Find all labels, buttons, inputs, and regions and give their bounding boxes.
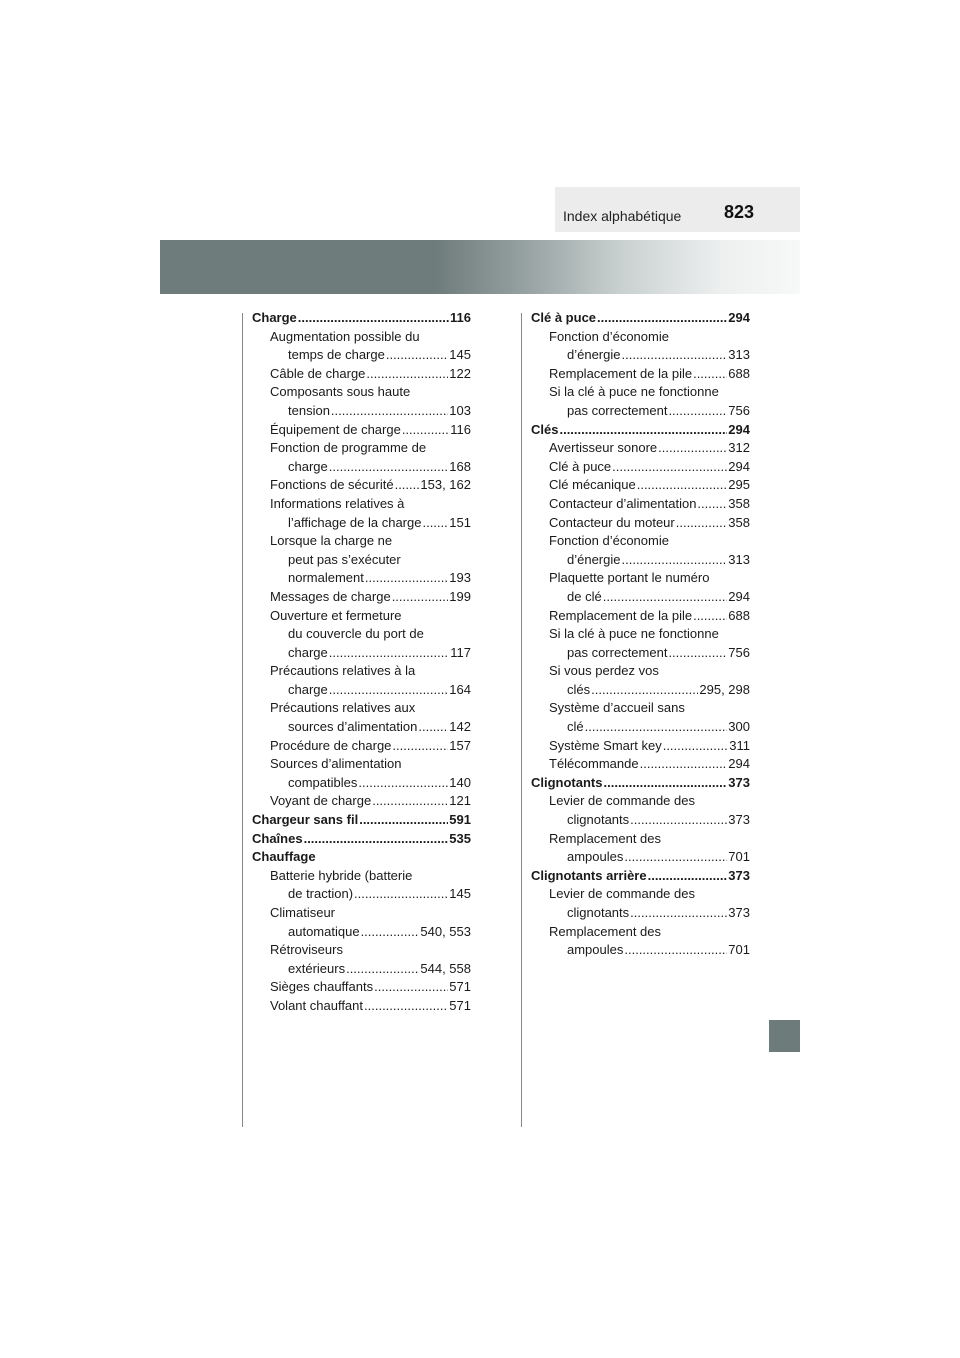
index-subentry: Levier de commande des [549, 793, 695, 809]
entry-text: de traction) [288, 886, 354, 902]
dot-leader [329, 681, 449, 700]
dot-leader [329, 458, 449, 477]
dot-leader [374, 978, 448, 997]
entry-text: charge [288, 681, 328, 697]
index-subentry [531, 904, 750, 923]
dot-leader [354, 885, 448, 904]
index-entry [252, 811, 471, 830]
entry-text: Télécommande [549, 756, 639, 772]
index-entry [531, 774, 750, 793]
index-subentry: Fonction d’économie [549, 533, 669, 549]
entry-text: compatibles [288, 774, 358, 790]
index-subentry [252, 960, 471, 979]
index-subentry [252, 997, 471, 1016]
entry-text: tension [288, 402, 330, 418]
index-subentry [252, 346, 471, 365]
page-reference: 145 [449, 347, 471, 363]
entry-text: ampoules [567, 849, 624, 865]
entry-text: sources d’alimentation [288, 719, 418, 735]
entry-text: Remplacement de la pile [549, 607, 693, 623]
entry-text: d’énergie [567, 551, 621, 567]
page-reference: 116 [450, 421, 471, 437]
dot-leader [418, 718, 448, 737]
entry-text: Remplacement de la pile [549, 365, 693, 381]
dot-leader [591, 681, 698, 700]
page-reference: 295, 298 [699, 681, 750, 697]
entry-text: ampoules [567, 942, 624, 958]
dot-leader [637, 476, 728, 495]
index-column-right [531, 309, 750, 960]
entry-text: Clignotants arrière [531, 867, 647, 883]
entry-text: clignotants [567, 905, 630, 920]
dot-leader [392, 737, 448, 756]
index-subentry [531, 607, 750, 626]
entry-text: Fonctions de sécurité [270, 477, 394, 493]
index-subentry [531, 811, 750, 830]
dot-leader [668, 402, 727, 421]
index-subentry [531, 439, 750, 458]
dot-leader [622, 551, 728, 570]
index-subentry: Fonction de programme de [270, 440, 427, 456]
entry-text: Contacteur du moteur [549, 514, 675, 530]
dot-leader [346, 960, 419, 979]
page-reference: 544, 558 [420, 960, 471, 976]
index-subentry [531, 737, 750, 756]
index-column-left [252, 309, 471, 1016]
page-reference: 193 [449, 570, 471, 586]
entry-text: Sièges chauffants [270, 979, 374, 995]
dot-leader [663, 737, 729, 756]
index-subentry: Sources d’alimentation [270, 756, 402, 772]
dot-leader [359, 811, 448, 830]
page-reference: 294 [728, 421, 750, 437]
page-reference: 103 [449, 402, 471, 418]
entry-text: Procédure de charge [270, 737, 392, 753]
entry-text: clignotants [567, 812, 630, 828]
index-subentry [252, 421, 471, 440]
dot-leader [693, 607, 727, 626]
entry-text: d’énergie [567, 347, 621, 363]
index-entry [531, 421, 750, 440]
page-reference: 145 [449, 886, 471, 902]
section-tab-marker [769, 1020, 800, 1052]
index-subentry [531, 514, 750, 533]
dot-leader [676, 514, 728, 533]
page-reference: 373 [728, 774, 750, 790]
index-subentry [531, 848, 750, 867]
page-reference: 535 [449, 830, 471, 846]
page-reference: 294 [728, 310, 750, 325]
entry-text: Clés [531, 421, 559, 437]
page-reference: 168 [449, 458, 471, 474]
page-reference: 295 [728, 477, 750, 493]
page-reference: 373 [728, 867, 750, 883]
index-subentry: Système d’accueil sans [549, 700, 685, 716]
page-reference: 311 [729, 737, 750, 753]
index-subentry: du couvercle du port de [288, 626, 424, 642]
page-reference: 116 [450, 310, 471, 325]
dot-leader [364, 997, 448, 1016]
index-subentry: Informations relatives à [270, 495, 405, 511]
page-reference: 756 [728, 402, 750, 418]
entry-text: Clé à puce [531, 310, 597, 325]
page-title: Index alphabétique [563, 208, 682, 224]
page-reference: 358 [728, 514, 750, 530]
entry-text: de clé [567, 588, 602, 604]
dot-leader [603, 588, 728, 607]
entry-text: Volant chauffant [270, 997, 364, 1013]
index-entry: Chauffage [252, 849, 316, 865]
entry-text: Avertisseur sonore [549, 440, 658, 456]
page-reference: 373 [728, 812, 750, 828]
index-subentry [531, 365, 750, 384]
index-subentry [252, 588, 471, 607]
index-subentry [531, 718, 750, 737]
dot-leader [365, 569, 448, 588]
page-reference: 701 [728, 942, 750, 958]
dot-leader [640, 755, 728, 774]
page-reference: 294 [728, 756, 750, 772]
page-reference: 142 [449, 719, 471, 735]
page-reference: 312 [728, 440, 750, 456]
index-subentry [531, 588, 750, 607]
page-reference: 157 [449, 737, 471, 753]
page-reference: 688 [728, 607, 750, 623]
page-reference: 140 [449, 774, 471, 790]
index-subentry: Ouverture et fermeture [270, 607, 402, 623]
dot-leader [622, 346, 728, 365]
page-reference: 591 [449, 812, 471, 828]
index-subentry [531, 402, 750, 421]
dot-leader [331, 402, 448, 421]
page-reference: 358 [728, 495, 750, 511]
dot-leader [422, 514, 448, 533]
page-reference: 313 [728, 551, 750, 567]
entry-text: Clignotants [531, 774, 603, 790]
index-subentry: Augmentation possible du [270, 328, 420, 344]
index-subentry [252, 476, 471, 495]
index-subentry: peut pas s’exécuter [288, 551, 401, 567]
index-subentry [252, 774, 471, 793]
index-subentry [531, 755, 750, 774]
dot-leader [366, 365, 448, 384]
index-subentry: Précautions relatives à la [270, 663, 416, 679]
index-subentry: Si la clé à puce ne fonctionne [549, 384, 719, 400]
index-subentry: Si la clé à puce ne fonctionne [549, 626, 719, 642]
entry-text: Système Smart key [549, 737, 662, 753]
index-subentry: Fonction d’économie [549, 328, 669, 344]
entry-text: Clé mécanique [549, 477, 636, 493]
index-subentry: Lorsque la charge ne [270, 533, 393, 549]
dot-leader [697, 495, 727, 514]
page-reference: 151 [449, 514, 471, 530]
index-subentry [531, 681, 750, 700]
entry-text: Charge [252, 310, 297, 325]
entry-text: automatique [288, 923, 360, 939]
dot-leader [597, 309, 727, 328]
entry-text: pas correctement [567, 644, 668, 660]
page-reference: 164 [449, 681, 471, 697]
dot-leader [658, 439, 727, 458]
dot-leader [668, 644, 727, 663]
index-subentry [531, 458, 750, 477]
index-subentry: Si vous perdez vos [549, 663, 659, 679]
index-subentry [252, 365, 471, 384]
page-reference: 540, 553 [420, 923, 471, 939]
index-subentry [531, 644, 750, 663]
page-reference: 199 [449, 588, 471, 604]
dot-leader [693, 365, 727, 384]
entry-text: Chargeur sans fil [252, 812, 359, 828]
index-subentry [531, 551, 750, 570]
index-subentry: Plaquette portant le numéro [549, 570, 710, 586]
index-entry [252, 830, 471, 849]
dot-leader [304, 830, 449, 849]
page-reference: 373 [728, 905, 750, 920]
page-reference: 117 [450, 644, 471, 660]
dot-leader [604, 774, 728, 793]
entry-text: Voyant de charge [270, 793, 372, 809]
index-subentry: Levier de commande des [549, 886, 695, 902]
entry-text: l’affichage de la charge [288, 514, 422, 530]
page-reference: 756 [728, 644, 750, 660]
page-reference: 688 [728, 365, 750, 381]
index-subentry [252, 718, 471, 737]
page-reference: 153, 162 [420, 477, 471, 493]
dot-leader [329, 644, 450, 663]
entry-text: clé [567, 719, 584, 735]
entry-text: Clé à puce [549, 458, 612, 474]
entry-text: Contacteur d’alimentation [549, 495, 697, 511]
index-subentry [252, 644, 471, 663]
column-rule-left [242, 313, 243, 1127]
index-entry [531, 867, 750, 886]
page-reference: 294 [728, 458, 750, 474]
index-subentry: Remplacement des [549, 830, 661, 846]
dot-leader [624, 941, 727, 960]
dot-leader [624, 848, 727, 867]
dot-leader [559, 421, 727, 440]
index-subentry [252, 737, 471, 756]
dot-leader [402, 421, 449, 440]
index-subentry [531, 346, 750, 365]
entry-text: temps de charge [288, 347, 385, 363]
entry-text: Chaînes [252, 830, 303, 846]
dot-leader [630, 904, 727, 923]
entry-text: Équipement de charge [270, 421, 401, 437]
entry-text: charge [288, 644, 328, 660]
dot-leader [585, 718, 728, 737]
entry-text: Messages de charge [270, 588, 391, 604]
index-subentry [531, 941, 750, 960]
dot-leader [395, 476, 420, 495]
index-subentry [531, 476, 750, 495]
entry-text: pas correctement [567, 402, 668, 418]
index-entry [252, 309, 471, 328]
index-subentry [252, 792, 471, 811]
index-subentry: Composants sous haute [270, 384, 411, 400]
dot-leader [648, 867, 728, 886]
index-subentry [252, 681, 471, 700]
index-subentry [252, 402, 471, 421]
index-subentry [252, 885, 471, 904]
page-reference: 313 [728, 347, 750, 363]
dot-leader [630, 811, 727, 830]
index-subentry: Rétroviseurs [270, 942, 343, 958]
column-rule-middle [521, 313, 522, 1127]
index-subentry [252, 923, 471, 942]
header-banner [160, 240, 800, 294]
dot-leader [361, 923, 420, 942]
page-reference: 701 [728, 849, 750, 865]
index-subentry: Batterie hybride (batterie [270, 867, 413, 883]
index-subentry [252, 569, 471, 588]
index-subentry: Remplacement des [549, 923, 661, 939]
page-number: 823 [724, 202, 755, 222]
page-reference: 300 [728, 719, 750, 735]
page-reference: 571 [449, 979, 471, 995]
dot-leader [392, 588, 449, 607]
entry-text: normalement [288, 570, 364, 586]
index-subentry: Précautions relatives aux [270, 700, 416, 716]
entry-text: charge [288, 458, 328, 474]
page-reference: 294 [728, 588, 750, 604]
dot-leader [298, 309, 449, 328]
dot-leader [386, 346, 448, 365]
index-subentry [252, 514, 471, 533]
page-reference: 571 [449, 997, 471, 1013]
index-subentry [531, 495, 750, 514]
dot-leader [372, 792, 448, 811]
entry-text: extérieurs [288, 960, 346, 976]
index-subentry: Climatiseur [270, 905, 336, 920]
index-subentry [252, 978, 471, 997]
page-reference: 121 [449, 793, 471, 809]
entry-text: Câble de charge [270, 365, 366, 381]
dot-leader [358, 774, 448, 793]
dot-leader [612, 458, 727, 477]
entry-text: clés [567, 681, 591, 697]
index-entry [531, 309, 750, 328]
index-subentry [252, 458, 471, 477]
page-reference: 122 [449, 365, 471, 381]
